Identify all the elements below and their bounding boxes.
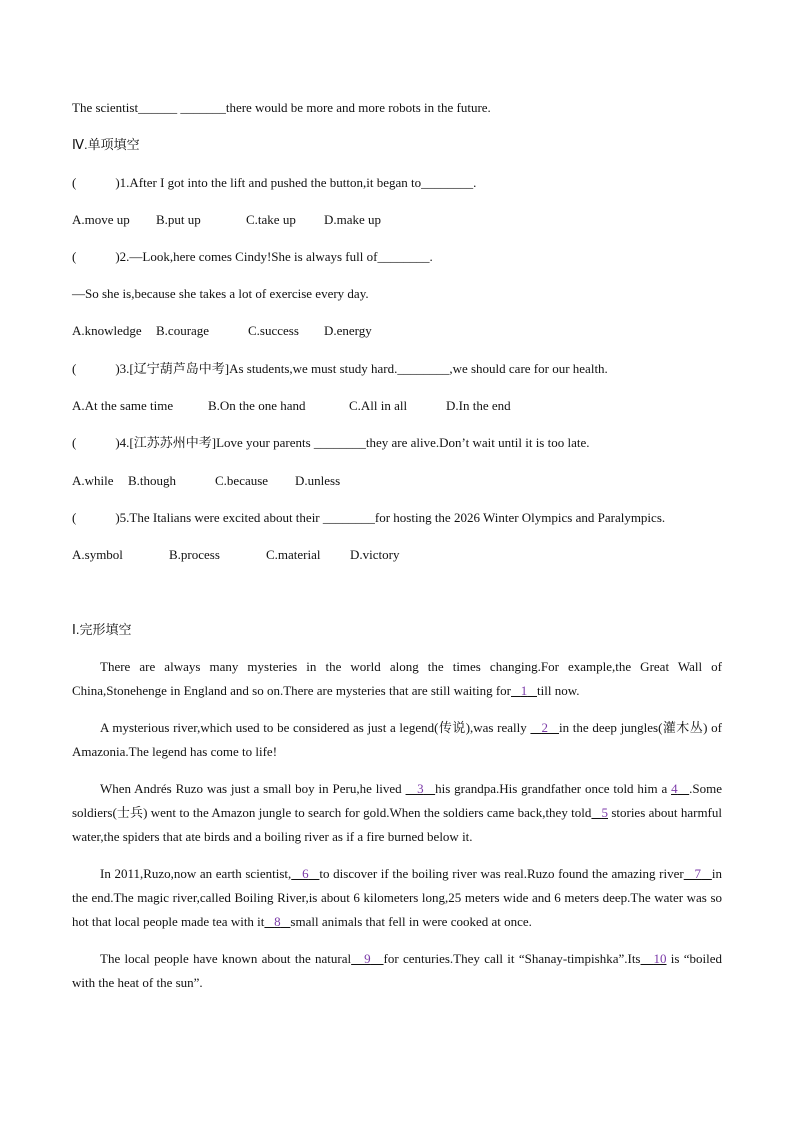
option-c: C.because bbox=[215, 473, 269, 488]
paragraph-text: in the end.The magic river,called Boiling River,is about 6 kilometers long,25 meters wide and 6 meters deep.The water was so hot that local people made tea with it bbox=[72, 866, 722, 929]
blank-10 bbox=[641, 951, 667, 966]
paragraph-text: stories about harmful water,the spiders that ate birds and a boiling river as if a fire burned below it. bbox=[72, 805, 722, 844]
blank-number: 8 bbox=[274, 914, 281, 929]
option-a: A.while bbox=[72, 473, 114, 488]
answer-blank-1: ______ bbox=[138, 100, 181, 115]
option-b: B.On the one hand bbox=[208, 398, 306, 413]
paragraph-text: When Andrés Ruzo was just a small boy in Peru,he lived bbox=[100, 781, 406, 796]
option-b: B.put up bbox=[156, 212, 201, 227]
question-stem-2: ( )2.—Look,here comes Cindy!She is always full of________. bbox=[72, 249, 433, 264]
option-c: C.success bbox=[248, 323, 299, 338]
paragraph-text: till now. bbox=[537, 683, 580, 698]
question-stem-5: ( )5.The Italians were excited about their ________for hosting the 2026 Winter Olympics and Paralympics. bbox=[72, 510, 666, 525]
paragraph-text: There are always many mysteries in the world along the times changing.For example,the Great Wall of China,Stonehenge in England and so on.There are mysteries that are still waiting for bbox=[72, 659, 722, 698]
blank-6 bbox=[291, 866, 319, 881]
blank-4 bbox=[671, 781, 689, 796]
sentence-suffix: there would be more and more robots in the future. bbox=[225, 100, 491, 115]
option-c: C.material bbox=[266, 547, 321, 562]
paragraph-text: small animals that fell in were cooked at once. bbox=[290, 914, 532, 929]
question-options-4 bbox=[72, 473, 340, 489]
cloze-paragraph-1 bbox=[72, 655, 722, 703]
blank-number: 1 bbox=[520, 683, 528, 698]
option-b: B.though bbox=[128, 473, 177, 488]
blank-number: 4 bbox=[671, 781, 678, 796]
option-d: D.In the end bbox=[446, 398, 511, 413]
option-d: D.unless bbox=[295, 473, 341, 488]
option-a: A.At the same time bbox=[72, 398, 174, 413]
paragraph-text: for centuries.They call it “Shanay-timpishka”.Its bbox=[383, 951, 641, 966]
option-d: D.make up bbox=[324, 212, 382, 227]
blank-1 bbox=[511, 683, 537, 698]
question-reply-2: —So she is,because she takes a lot of exercise every day. bbox=[72, 286, 369, 301]
question-stem-4: ( )4.[江苏苏州中考]Love your parents ________they are alive.Don’t wait until it is too late. bbox=[72, 435, 590, 450]
answer-blank-2: _______ bbox=[180, 100, 226, 115]
question-options-3 bbox=[72, 398, 511, 414]
blank-number: 7 bbox=[694, 866, 702, 881]
blank-number: 5 bbox=[601, 805, 608, 820]
blank-2 bbox=[530, 720, 559, 735]
paragraph-text: in the deep jungles(灌木丛) of Amazonia.The legend has come to life! bbox=[72, 720, 722, 759]
option-d: D.victory bbox=[350, 547, 400, 562]
paragraph-text: The local people have known about the natural bbox=[100, 951, 352, 966]
cloze-paragraph-5 bbox=[72, 947, 722, 995]
blank-9 bbox=[351, 951, 383, 966]
blank-number: 10 bbox=[653, 951, 667, 966]
paragraph-text: to discover if the boiling river was real.Ruzo found the amazing river bbox=[319, 866, 684, 881]
cloze-paragraph-3 bbox=[72, 777, 722, 849]
blank-number: 2 bbox=[541, 720, 548, 735]
blank-number: 6 bbox=[302, 866, 309, 881]
paragraph-text: .Some soldiers(士兵) went to the Amazon jungle to search for gold.When the soldiers came back,they told bbox=[72, 781, 723, 820]
cloze-paragraph-2 bbox=[72, 716, 722, 764]
question-options-5 bbox=[72, 547, 399, 563]
paragraph-text: his grandpa.His grandfather once told him a bbox=[435, 781, 672, 796]
option-a: A.symbol bbox=[72, 547, 123, 562]
cloze-paragraph-4 bbox=[72, 862, 722, 934]
question-stem-3: ( )3.[辽宁葫芦岛中考]As students,we must study hard.________,we should care for our health. bbox=[72, 361, 608, 376]
option-c: C.All in all bbox=[349, 398, 408, 413]
blank-8 bbox=[264, 914, 290, 929]
blank-3 bbox=[406, 781, 436, 796]
blank-5 bbox=[591, 805, 608, 820]
paragraph-text: A mysterious river,which used to be considered as just a legend(传说),was really bbox=[100, 720, 531, 735]
sentence-prefix: The scientist bbox=[72, 100, 139, 115]
section-heading-cloze: Ⅰ.完形填空 bbox=[72, 622, 132, 637]
option-a: A.move up bbox=[72, 212, 130, 227]
blank-7 bbox=[684, 866, 712, 881]
option-d: D.energy bbox=[324, 323, 372, 338]
section-heading-multiple-choice: Ⅳ.单项填空 bbox=[72, 137, 140, 152]
question-options-1 bbox=[72, 212, 381, 228]
sentence-line bbox=[72, 100, 491, 116]
paragraph-text: is “boiled with the heat of the sun”. bbox=[72, 951, 723, 990]
option-b: B.process bbox=[169, 547, 220, 562]
blank-number: 9 bbox=[364, 951, 371, 966]
paragraph-text: In 2011,Ruzo,now an earth scientist, bbox=[100, 866, 292, 881]
blank-number: 3 bbox=[417, 781, 424, 796]
option-a: A.knowledge bbox=[72, 323, 142, 338]
option-c: C.take up bbox=[246, 212, 296, 227]
question-options-2 bbox=[72, 323, 372, 339]
option-b: B.courage bbox=[156, 323, 210, 338]
question-stem-1: ( )1.After I got into the lift and pushed the button,it began to________. bbox=[72, 175, 477, 190]
